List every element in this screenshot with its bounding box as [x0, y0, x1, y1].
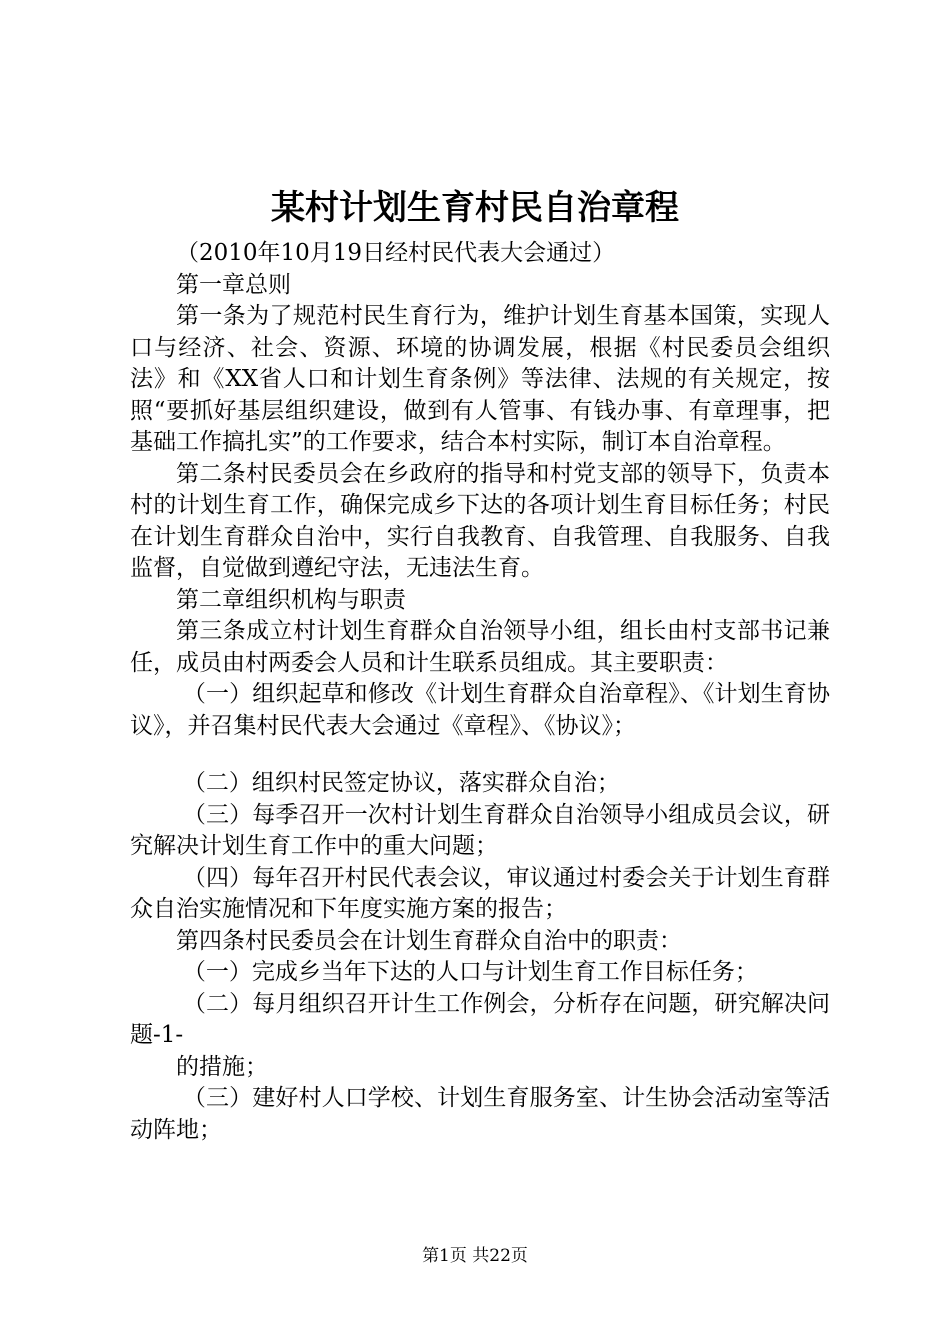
- list-item: （三）每季召开一次村计划生育群众自治领导小组成员会议，研究解决计划生育工作中的重大问题；: [130, 801, 830, 859]
- page-number: 第1页 共22页: [422, 1246, 528, 1266]
- list-item: （三）建好村人口学校、计划生育服务室、计生协会活动室等活动阵地；: [130, 1085, 830, 1143]
- article-paragraph: 第四条村民委员会在计划生育群众自治中的职责：: [176, 927, 682, 954]
- document-title: 某村计划生育村民自治章程: [271, 188, 679, 228]
- chapter-heading: 第二章组织机构与职责: [176, 586, 406, 613]
- list-item: （二）组织村民签定协议，落实群众自治；: [182, 770, 620, 796]
- chapter-heading: 第一章总则: [176, 271, 291, 298]
- list-item-continuation: 的措施；: [176, 1053, 268, 1080]
- list-item: （一）组织起草和修改《计划生育群众自治章程》、《计划生育协议》，并召集村民代表大会通过《章程》、《协议》；: [130, 681, 830, 739]
- list-item: （二）每月组织召开计生工作例会，分析存在问题，研究解决问题-1-: [130, 990, 830, 1048]
- article-paragraph: 第一条为了规范村民生育行为，维护计划生育基本国策，实现人口与经济、社会、资源、环境的协调发展，根据《村民委员会组织法》和《XX省人口和计划生育条例》等法律、法规的有关规定，按照“要抓好基层组织建设，做到有人管事、有钱办事、有章理事，把基础工作搞扎实”的工作要求，结合本村实际，制订本自治章程。: [130, 303, 830, 455]
- adoption-note: （2010年10月19日经村民代表大会通过）: [176, 240, 616, 266]
- list-item: （四）每年召开村民代表会议，审议通过村委会关于计划生育群众自治实施情况和下年度实施方案的报告；: [130, 864, 830, 922]
- spacer: [130, 742, 830, 768]
- document-body: [130, 238, 830, 1146]
- article-paragraph: 第三条成立村计划生育群众自治领导小组，组长由村支部书记兼任，成员由村两委会人员和计生联系员组成。其主要职责：: [130, 618, 830, 676]
- list-item: （一）完成乡当年下达的人口与计划生育工作目标任务；: [182, 959, 758, 985]
- article-paragraph: 第二条村民委员会在乡政府的指导和村党支部的领导下，负责本村的计划生育工作，确保完成乡下达的各项计划生育目标任务；村民在计划生育群众自治中，实行自我教育、自我管理、自我服务、自我监督，自觉做到遵纪守法，无违法生育。: [130, 460, 830, 581]
